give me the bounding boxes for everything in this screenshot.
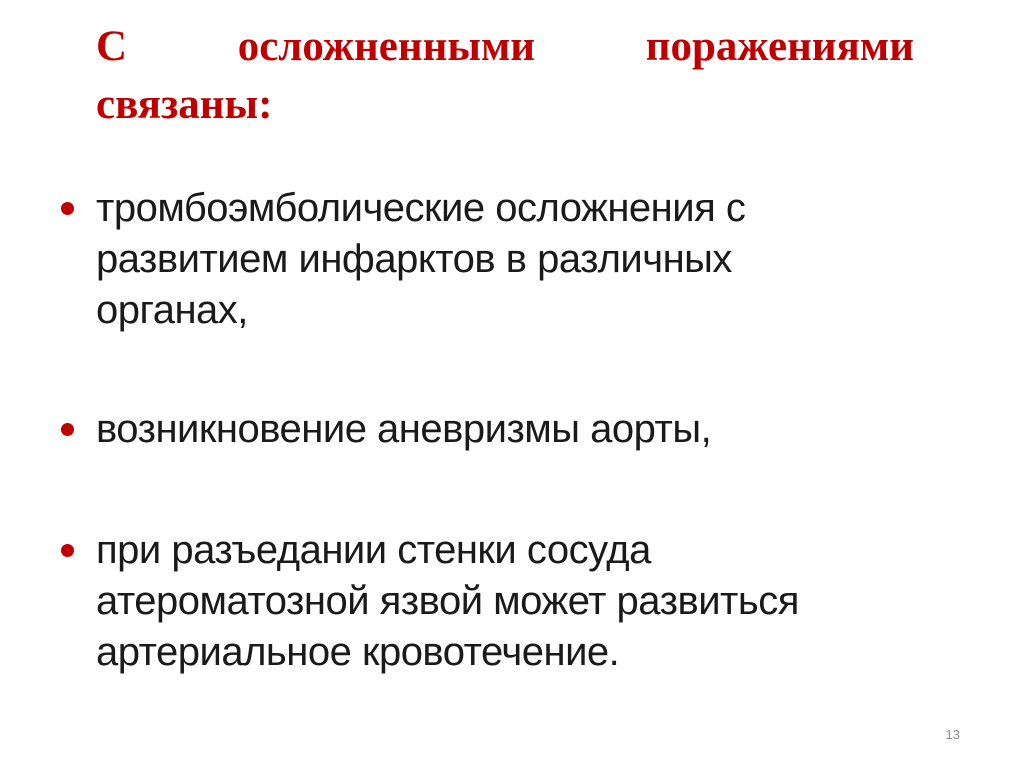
bullet-text [96,525,956,678]
bullet-item [96,404,956,455]
bullet-dot-icon [61,544,74,557]
bullet-dot-icon [61,423,74,436]
bullet-item [96,183,956,336]
title-word: С [96,23,128,70]
bullet-line: органах, [96,288,248,332]
bullet-text [96,404,956,455]
bullet-line: тромбоэмболические осложнения с [96,186,746,230]
bullet-line: артериальное кровотечение. [96,630,620,674]
bullet-line: возникновение аневризмы аорты, [96,407,712,451]
bullet-item [96,525,956,678]
title-line-2: связаны: [96,81,273,128]
page-number: 13 [945,727,960,742]
bullet-line: развитием инфарктов в различных [96,237,732,281]
bullet-line: атероматозной язвой может развиться [96,579,799,623]
bullet-line: при разъедании стенки сосуда [96,528,651,572]
title-word: осложненными [237,23,536,70]
bullet-text [96,183,956,336]
title-word: поражениями [645,23,914,70]
bullet-dot-icon [61,202,74,215]
